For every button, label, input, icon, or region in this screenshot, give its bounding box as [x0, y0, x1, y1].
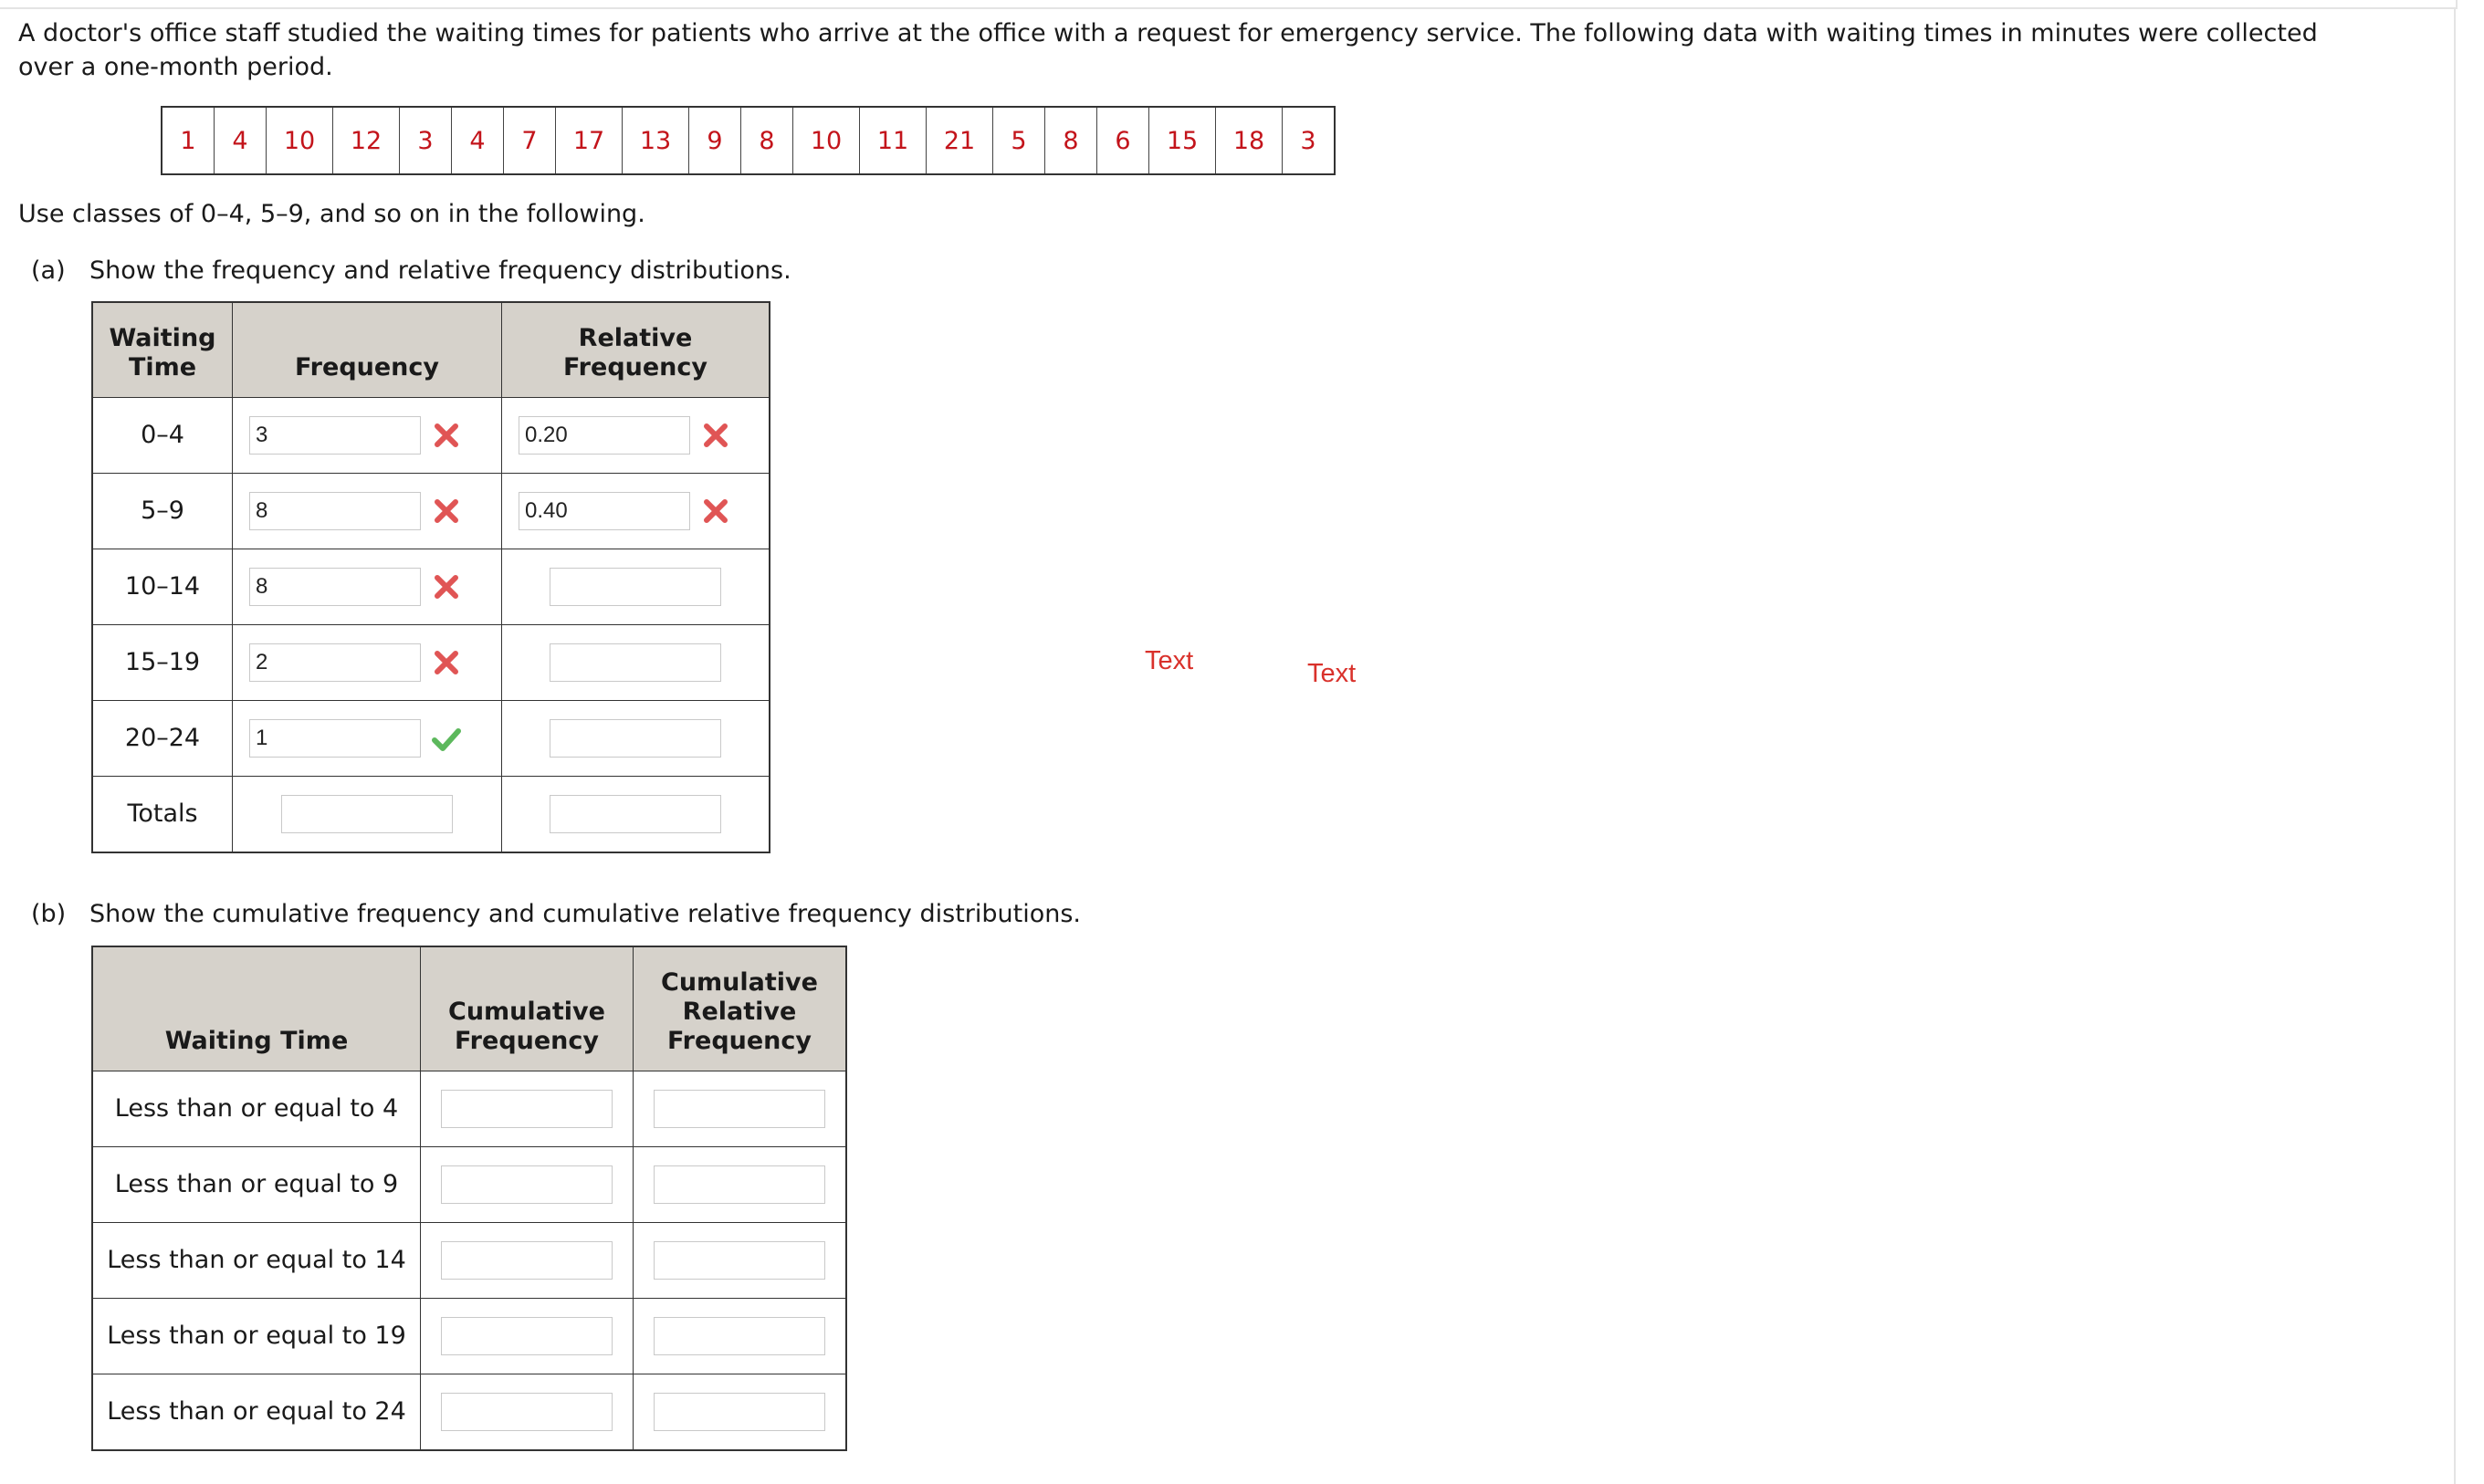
frequency-input[interactable]: 1: [249, 719, 421, 758]
problem-intro: A doctor's office staff studied the waiting times for patients who arrive at the office with a request for emergency service. The following data with waiting times in minutes were collected over a one-month period.: [18, 19, 2318, 81]
header-b-waiting-time: Waiting Time: [92, 946, 421, 1071]
cumulative-frequency-input[interactable]: [441, 1241, 613, 1280]
frequency-table-row: [92, 473, 770, 549]
frequency-table-row: [92, 624, 770, 700]
frequency-input[interactable]: 3: [249, 416, 421, 455]
data-value-cell: 21: [927, 107, 993, 174]
instruction-text: Use classes of 0–4, 5–9, and so on in the following.: [18, 200, 645, 228]
class-label: 15–19: [92, 624, 233, 700]
class-label: 5–9: [92, 473, 233, 549]
frequency-input[interactable]: 2: [249, 643, 421, 682]
data-value-cell: 3: [400, 107, 452, 174]
cross-mark-icon: [428, 644, 465, 681]
cumulative-class-label: Less than or equal to 19: [92, 1298, 421, 1374]
cumulative-relative-input[interactable]: [654, 1393, 825, 1431]
cumulative-class-label: Less than or equal to 14: [92, 1222, 421, 1298]
data-value-cell: 13: [623, 107, 689, 174]
header-relative-frequency: [502, 302, 770, 397]
cross-mark-icon: [697, 493, 734, 529]
cumulative-frequency-cell: [421, 1071, 634, 1146]
cumulative-relative-cell: [634, 1222, 847, 1298]
header-cumulative-relative-frequency: [634, 946, 847, 1071]
cumulative-frequency-cell: [421, 1222, 634, 1298]
data-value-cell: 10: [267, 107, 333, 174]
relative-frequency-cell: [502, 397, 770, 473]
cumulative-frequency-cell: [421, 1374, 634, 1450]
header-cum-rel-line1: Cumulative: [661, 967, 818, 997]
cumulative-relative-cell: [634, 1374, 847, 1450]
data-value-cell: 6: [1097, 107, 1149, 174]
totals-frequency-cell: [233, 776, 502, 852]
header-cum-freq-line1: Cumulative: [448, 997, 605, 1026]
data-values-row: [162, 107, 1335, 174]
totals-relative-input[interactable]: [550, 795, 721, 833]
header-cum-rel-line2: Relative: [682, 997, 797, 1026]
totals-label: Totals: [92, 776, 233, 852]
relative-frequency-cell: [502, 624, 770, 700]
class-label: 0–4: [92, 397, 233, 473]
header-relative-line1: Relative: [578, 323, 693, 352]
relative-frequency-input[interactable]: 0.40: [519, 492, 690, 530]
cumulative-frequency-input[interactable]: [441, 1393, 613, 1431]
relative-frequency-input[interactable]: [550, 643, 721, 682]
cumulative-class-label: Less than or equal to 24: [92, 1374, 421, 1450]
data-value-cell: 17: [556, 107, 623, 174]
cumulative-relative-cell: [634, 1071, 847, 1146]
header-cum-freq-line2: Frequency: [454, 1026, 600, 1055]
cumulative-table: [91, 946, 847, 1451]
part-a-question: [31, 256, 791, 287]
cumulative-relative-input[interactable]: [654, 1241, 825, 1280]
data-value-cell: 5: [993, 107, 1045, 174]
check-mark-icon: [428, 720, 465, 757]
stray-text-label[interactable]: Text: [1307, 659, 1357, 688]
relative-frequency-cell: [502, 549, 770, 624]
totals-relative-cell: [502, 776, 770, 852]
cross-mark-icon: [428, 417, 465, 454]
cumulative-table-row: [92, 1298, 846, 1374]
data-value-cell: 15: [1149, 107, 1216, 174]
part-b-label: (b): [31, 900, 67, 928]
totals-frequency-input[interactable]: [281, 795, 453, 833]
cumulative-table-row: [92, 1071, 846, 1146]
cumulative-frequency-input[interactable]: [441, 1317, 613, 1355]
cumulative-class-label: Less than or equal to 9: [92, 1146, 421, 1222]
class-label: 20–24: [92, 700, 233, 776]
frequency-input[interactable]: 8: [249, 492, 421, 530]
data-value-cell: 9: [689, 107, 741, 174]
data-value-cell: 12: [333, 107, 400, 174]
header-waiting-time: [92, 302, 233, 397]
cumulative-table-row: [92, 1374, 846, 1450]
header-waiting-time-line2: Time: [128, 352, 197, 381]
cumulative-relative-input[interactable]: [654, 1165, 825, 1204]
part-a-text: Show the frequency and relative frequency distributions.: [89, 256, 791, 285]
data-value-cell: 11: [860, 107, 927, 174]
cumulative-relative-input[interactable]: [654, 1317, 825, 1355]
cumulative-table-row: [92, 1146, 846, 1222]
data-value-cell: 3: [1283, 107, 1336, 174]
cumulative-relative-input[interactable]: [654, 1090, 825, 1128]
data-value-cell: 4: [452, 107, 504, 174]
cumulative-frequency-input[interactable]: [441, 1165, 613, 1204]
totals-row: [92, 776, 770, 852]
frequency-table-row: [92, 397, 770, 473]
header-cum-rel-line3: Frequency: [666, 1026, 812, 1055]
relative-frequency-cell: [502, 700, 770, 776]
data-value-cell: 8: [1045, 107, 1097, 174]
data-value-cell: 4: [215, 107, 267, 174]
cross-mark-icon: [697, 417, 734, 454]
header-cumulative-frequency: [421, 946, 634, 1071]
cross-mark-icon: [428, 569, 465, 605]
data-value-cell: 8: [741, 107, 793, 174]
relative-frequency-input[interactable]: [550, 568, 721, 606]
header-frequency: Frequency: [233, 302, 502, 397]
frequency-table: [91, 301, 770, 853]
stray-text-label[interactable]: Text: [1145, 646, 1194, 675]
frequency-table-row: [92, 700, 770, 776]
cumulative-relative-cell: [634, 1298, 847, 1374]
data-value-cell: 10: [793, 107, 860, 174]
frequency-table-row: [92, 549, 770, 624]
header-relative-line2: Frequency: [562, 352, 708, 381]
cumulative-relative-cell: [634, 1146, 847, 1222]
top-border: [0, 0, 2458, 9]
cross-mark-icon: [428, 493, 465, 529]
data-value-cell: 18: [1216, 107, 1283, 174]
relative-frequency-input[interactable]: [550, 719, 721, 758]
frequency-cell: [233, 473, 502, 549]
cumulative-class-label: Less than or equal to 4: [92, 1071, 421, 1146]
relative-frequency-cell: [502, 473, 770, 549]
part-a-label: (a): [31, 256, 66, 285]
class-label: 10–14: [92, 549, 233, 624]
right-border: [2454, 7, 2456, 1484]
frequency-cell: [233, 549, 502, 624]
part-b-question: [31, 899, 1081, 930]
relative-frequency-input[interactable]: 0.20: [519, 416, 690, 455]
data-value-cell: 1: [162, 107, 215, 174]
cumulative-frequency-cell: [421, 1146, 634, 1222]
frequency-input[interactable]: 8: [249, 568, 421, 606]
cumulative-frequency-cell: [421, 1298, 634, 1374]
frequency-cell: [233, 624, 502, 700]
frequency-cell: [233, 397, 502, 473]
cumulative-frequency-input[interactable]: [441, 1090, 613, 1128]
cumulative-table-row: [92, 1222, 846, 1298]
part-b-text: Show the cumulative frequency and cumulative relative frequency distributions.: [89, 900, 1082, 928]
data-values-table: [161, 106, 1336, 175]
header-waiting-time-line1: Waiting: [109, 323, 216, 352]
data-value-cell: 7: [504, 107, 556, 174]
frequency-cell: [233, 700, 502, 776]
